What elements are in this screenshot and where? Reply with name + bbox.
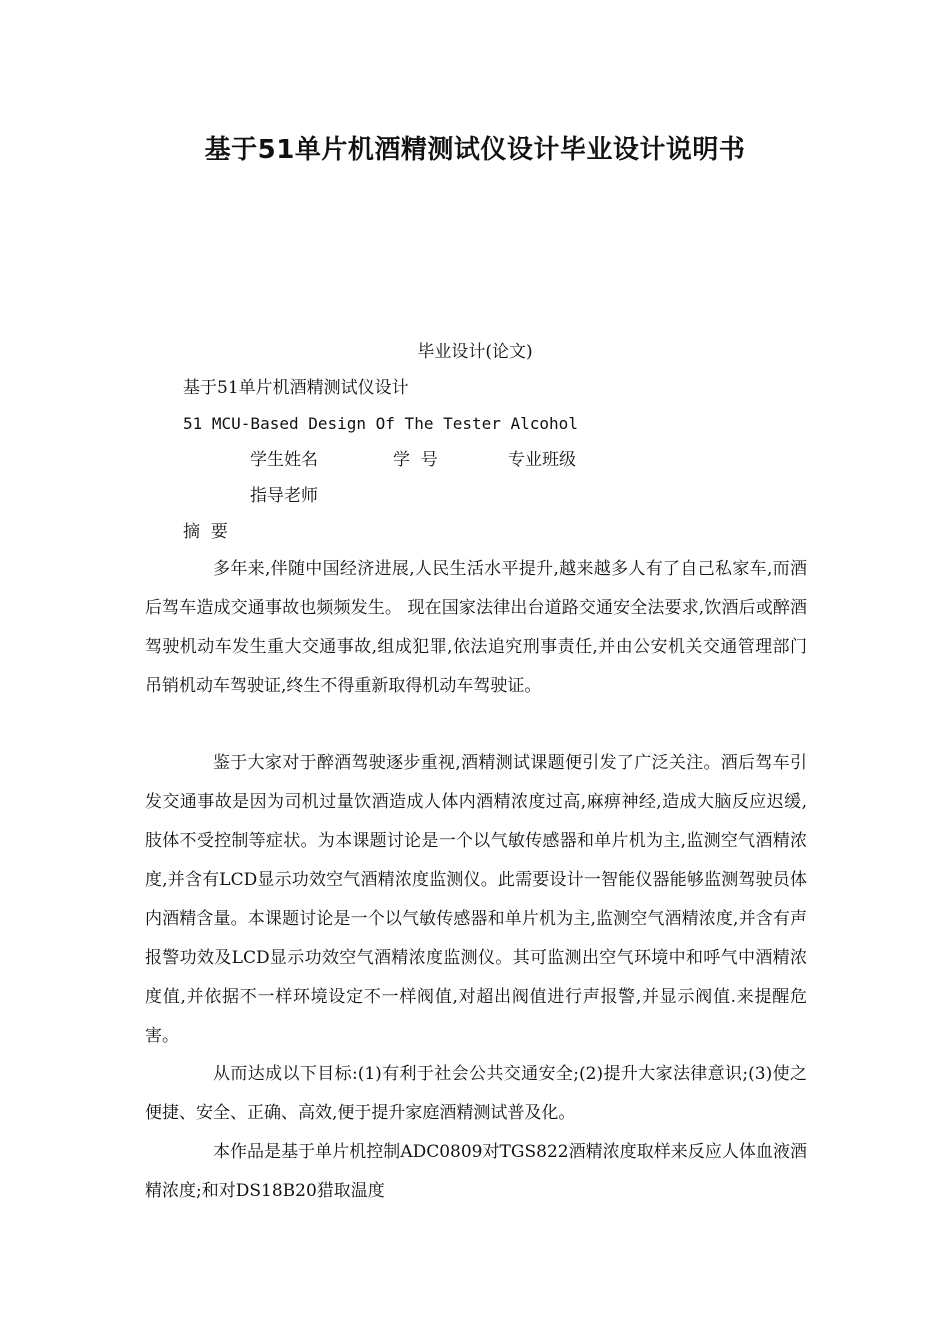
abstract-paragraph-4: 本作品是基于单片机控制ADC0809对TGS822酒精浓度取样来反应人体血液酒精浓度;和对DS18B20猎取温度	[145, 1142, 807, 1201]
thesis-subtitle: 毕业设计(论文)	[417, 342, 533, 362]
student-id-label: 学 号	[393, 450, 438, 470]
advisor-label: 指导老师	[250, 486, 318, 506]
abstract-paragraph-3: 从而达成以下目标:(1)有利于社会公共交通安全;(2)提升大家法律意识;(3)使之便捷、安全、正确、高效,便于提升家庭酒精测试普及化。	[145, 1064, 807, 1123]
abstract-paragraph-1: 多年来,伴随中国经济进展,人民生活水平提升,越来越多人有了自己私家车,而酒后驾车造成交通事故也频频发生。 现在国家法律出台道路交通安全法要求,饮酒后或醉酒驾驶机动车发生重大交通事故,组成犯罪,依法追究刑事责任,并由公安机关交通管理部门吊销机动车驾驶证,终生不得重新取得机动车驾驶证。	[145, 559, 807, 696]
major-class-label: 专业班级	[508, 450, 576, 470]
document-title: 基于51单片机酒精测试仪设计毕业设计说明书	[204, 135, 746, 165]
abstract-heading: 摘 要	[183, 522, 228, 542]
chinese-topic: 基于51单片机酒精测试仪设计	[183, 378, 409, 398]
student-name-label: 学生姓名	[250, 450, 318, 470]
english-topic: 51 MCU-Based Design Of The Tester Alcohol	[183, 414, 578, 433]
abstract-paragraph-2: 鉴于大家对于醉酒驾驶逐步重视,酒精测试课题便引发了广泛关注。酒后驾车引发交通事故是因为司机过量饮酒造成人体内酒精浓度过高,麻痹神经,造成大脑反应迟缓,肢体不受控制等症状。为本课题讨论是一个以气敏传感器和单片机为主,监测空气酒精浓度,并含有LCD显示功效空气酒精浓度监测仪。此需要设计一智能仪器能够监测驾驶员体内酒精含量。本课题讨论是一个以气敏传感器和单片机为主,监测空气酒精浓度,并含有声报警功效及LCD显示功效空气酒精浓度监测仪。其可监测出空气环境中和呼气中酒精浓度值,并依据不一样环境设定不一样阀值,对超出阀值进行声报警,并显示阀值.来提醒危害。	[145, 753, 807, 1046]
